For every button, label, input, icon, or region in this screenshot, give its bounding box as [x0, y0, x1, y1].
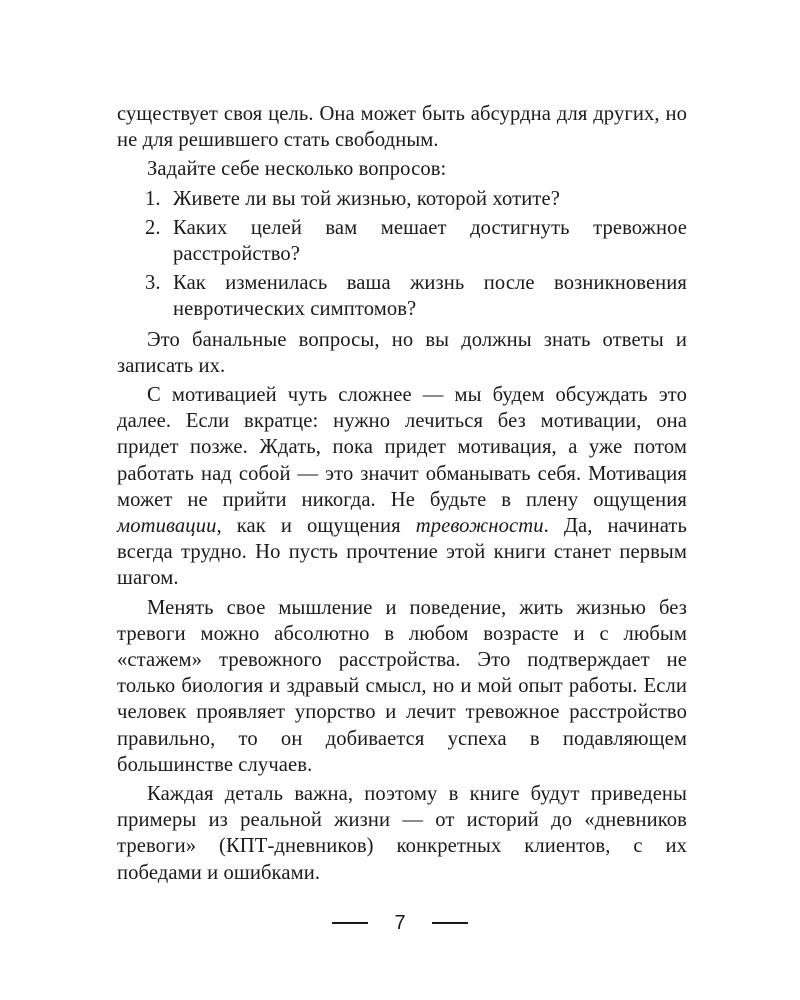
- list-item-number: 2.: [145, 216, 161, 239]
- paragraph-text: С мотивацией чуть сложнее — мы будем обсуждать это далее. Если вкратце: нужно лечиться без мотивации, она придет позже. Ждать, пока придет мотивация, а уже потом работать над собой — это значит обманывать себя. Мотивация может не прийти никогда. Не будьте в плену ощущения: [117, 384, 687, 511]
- paragraph-line: других, но не для решившего стать свободным.: [117, 103, 687, 152]
- list-item-text: Живете ли вы той жизнью, которой хотите?: [173, 187, 560, 210]
- paragraph-continued: [117, 101, 687, 153]
- paragraph: Каждая деталь важна, поэтому в книге будут приведены примеры из реальной жизни — от историй до «дневников тревоги» (КПТ-дневников) конкретных клиентов, с их победами и ошибками.: [117, 783, 687, 884]
- emphasis-text: тревожности: [415, 515, 544, 538]
- footer-rule-right: [432, 922, 468, 924]
- list-item-number: 3.: [145, 272, 161, 295]
- emphasis-text: мотивации: [117, 515, 217, 538]
- footer-rule-left: [332, 922, 368, 924]
- body-text: [117, 101, 687, 889]
- list-item: [117, 186, 687, 212]
- paragraph: Менять свое мышление и поведение, жить жизнью без тревоги можно абсолютно в любом возрасте и с любым «стажем» тревожного расстройства. Это подтверждает не только биология и здравый смысл, но и мой опыт работы. Если человек проявляет упорство и лечит тревожное расстройство правильно, то он добивается успеха в подавляющем большинстве случаев.: [117, 596, 687, 776]
- list-item-number: 1.: [145, 187, 161, 210]
- paragraph-line: существует своя цель. Она может быть абсурдна для: [117, 103, 588, 125]
- paragraph-motivation: [117, 382, 687, 592]
- page-number: 7: [394, 911, 406, 934]
- paragraph-text: . Да, начинать всегда трудно. Но пусть прочтение этой книги станет первым шагом.: [117, 515, 687, 590]
- list-item: [117, 270, 687, 322]
- page-footer: [0, 908, 800, 938]
- paragraph-text: , как и ощущения: [216, 515, 416, 538]
- list-item: [117, 215, 687, 267]
- list-item-text: Каких целей вам мешает достигнуть тревожное расстройство?: [173, 216, 687, 266]
- paragraph: Это банальные вопросы, но вы должны знать ответы и записать их.: [117, 328, 687, 377]
- list-item-text: Как изменилась ваша жизнь после возникновения невротических симптомов?: [173, 272, 687, 321]
- questions-intro: Задайте себе несколько вопросов:: [147, 158, 447, 181]
- questions-list: [117, 186, 687, 323]
